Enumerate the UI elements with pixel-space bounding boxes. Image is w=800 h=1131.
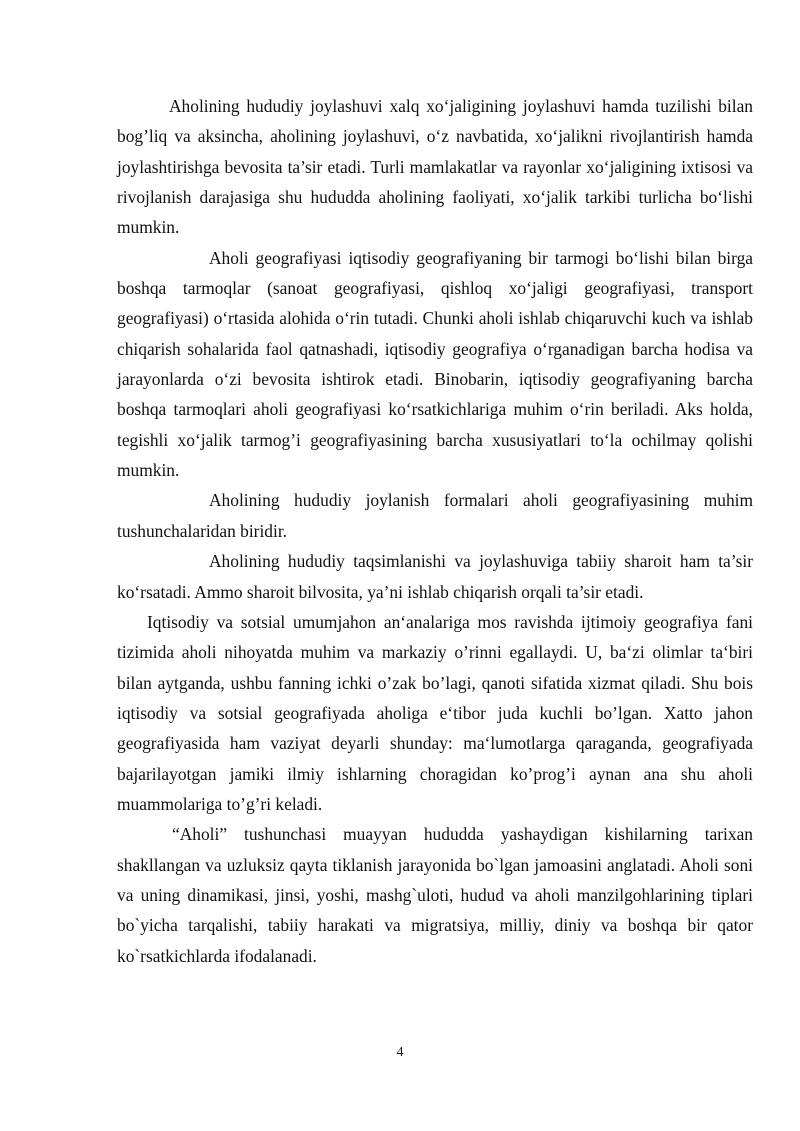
paragraph: Aholining hududiy joylashuvi xalq xo‘jaligining joylashuvi hamda tuzilishi bilan bog’liq va aksincha, aholining joylashuvi, o‘z navbatida, xo‘jalikni rivojlantirish hamda joylashtirishga bevosita ta’sir etadi. Turli mamlakatlar va rayonlar xo‘jaligining ixtisosi va rivojlanish darajasiga shu hududda aholining faoliyati, xo‘jalik tarkibi turlicha bo‘lishi mumkin. xyxy=(117,96,753,238)
paragraph: “Aholi” tushunchasi muayyan hududda yashaydigan kishilarning tarixan shakllangan va uzluksiz qayta tiklanish jarayonida bo`lgan jamoasini anglatadi. Aholi soni va uning dinamikasi, jinsi, yoshi, mashg`uloti, hudud va aholi manzilgohlarining tiplari bo`yicha tarqalishi, tabiiy harakati va migratsiya, milliy, diniy va boshqa bir qator ko`rsatkichlarda ifodalanadi. xyxy=(117,824,753,966)
page-number: 4 xyxy=(396,1045,404,1060)
paragraph: Aholining hududiy joylanish formalari aholi geografiyasining muhim tushunchalaridan biridir. xyxy=(117,490,753,541)
paragraph: Aholi geografiyasi iqtisodiy geografiyaning bir tarmogi bo‘lishi bilan birga boshqa tarmoqlar (sanoat geografiyasi, qishloq xo‘jaligi geografiyasi, transport geografiyasi) o‘rtasida alohida o‘rin tutadi. Chunki aholi ishlab chiqaruvchi kuch va ishlab chiqarish sohalarida faol qatnashadi, iqtisodiy geografiya o‘rganadigan barcha hodisa va jarayonlarda o‘zi bevosita ishtirok etadi. Binobarin, iqtisodiy geografiyaning barcha boshqa tarmoqlari aholi geografiyasi ko‘rsatkichlariga muhim o‘rin beriladi. Aks holda, tegishli xo‘jalik tarmog’i geografiyasining barcha xususiyatlari to‘la ochilmay qolishi mumkin. xyxy=(117,247,753,481)
body-text xyxy=(117,91,753,971)
paragraph: Iqtisodiy va sotsial umumjahon an‘analariga mos ravishda ijtimoiy geografiya fani tizimida aholi nihoyatda muhim va markaziy o’rinni egallaydi. U, ba‘zi olimlar ta‘biri bilan aytganda, ushbu fanning ichki o’zak bo’lagi, qanoti sifatida xizmat qiladi. Shu bois iqtisodiy va sotsial geografiyada aholiga e‘tibor juda kuchli bo’lgan. Xatto jahon geografiyasida ham vaziyat deyarli shunday: ma‘lumotlarga qaraganda, geografiyada bajarilayotgan jamiki ilmiy ishlarning choragidan ko’prog’i aynan ana shu aholi muammolariga to’g’ri keladi. xyxy=(117,611,753,814)
paragraph: Aholining hududiy taqsimlanishi va joylashuviga tabiiy sharoit ham ta’sir ko‘rsatadi. Ammo sharoit bilvosita, ya’ni ishlab chiqarish orqali ta’sir etadi. xyxy=(117,551,753,602)
